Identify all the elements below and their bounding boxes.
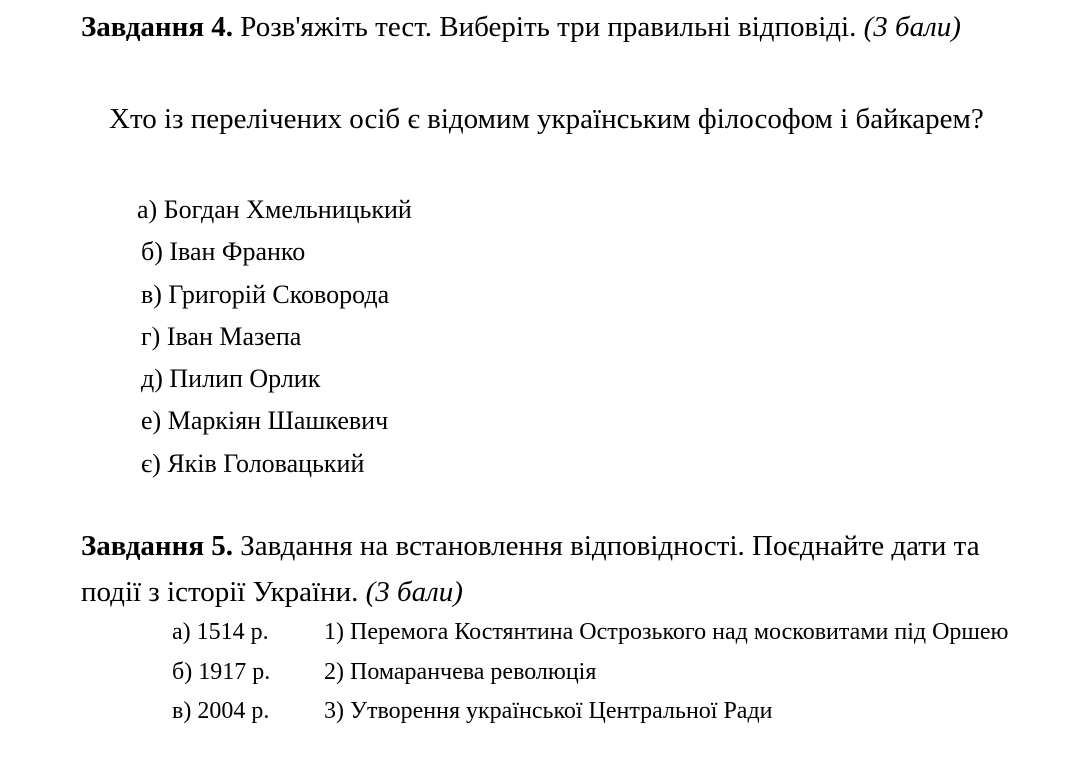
task5-matching-table bbox=[172, 616, 1080, 735]
matching-date: б) 1917 р. bbox=[172, 658, 271, 685]
matching-row bbox=[172, 616, 1080, 656]
task5-label: Завдання 5. bbox=[81, 530, 234, 562]
matching-date: а) 1514 р. bbox=[172, 619, 269, 645]
task5-instruction: Завдання на встановлення відповідності. Поєднайте дати та події з історії України. bbox=[81, 530, 980, 608]
task4-heading bbox=[81, 4, 1041, 50]
option-d: д) Пилип Орлик bbox=[141, 364, 321, 393]
matching-row bbox=[172, 695, 1080, 735]
task5-heading bbox=[81, 523, 1041, 615]
task4-label: Завдання 4. bbox=[81, 11, 234, 43]
option-e: е) Маркіян Шашкевич bbox=[141, 406, 389, 435]
option-a: а) Богдан Хмельницький bbox=[137, 195, 412, 224]
matching-row bbox=[172, 656, 1080, 696]
task4-question bbox=[81, 96, 1041, 142]
task5-points: (3 бали) bbox=[365, 576, 463, 608]
matching-event: 1) Перемога Костянтина Острозького над московитами під Оршею bbox=[324, 619, 1009, 645]
matching-event: 2) Помаранчева революція bbox=[324, 658, 597, 685]
task4-points: (3 бали) bbox=[863, 11, 961, 43]
matching-event: 3) Утворення української Центральної Ради bbox=[324, 698, 773, 724]
matching-date: в) 2004 р. bbox=[172, 698, 270, 724]
option-ye: є) Яків Головацький bbox=[141, 449, 365, 478]
task4-question-text: Хто із перелічених осіб є відомим українським філософом і байкарем? bbox=[109, 103, 984, 135]
option-h: г) Іван Мазепа bbox=[141, 322, 302, 351]
option-v: в) Григорій Сковорода bbox=[141, 280, 390, 309]
task4-instruction: Розв'яжіть тест. Виберіть три правильні відповіді. bbox=[240, 11, 857, 43]
option-b: б) Іван Франко bbox=[141, 237, 306, 266]
